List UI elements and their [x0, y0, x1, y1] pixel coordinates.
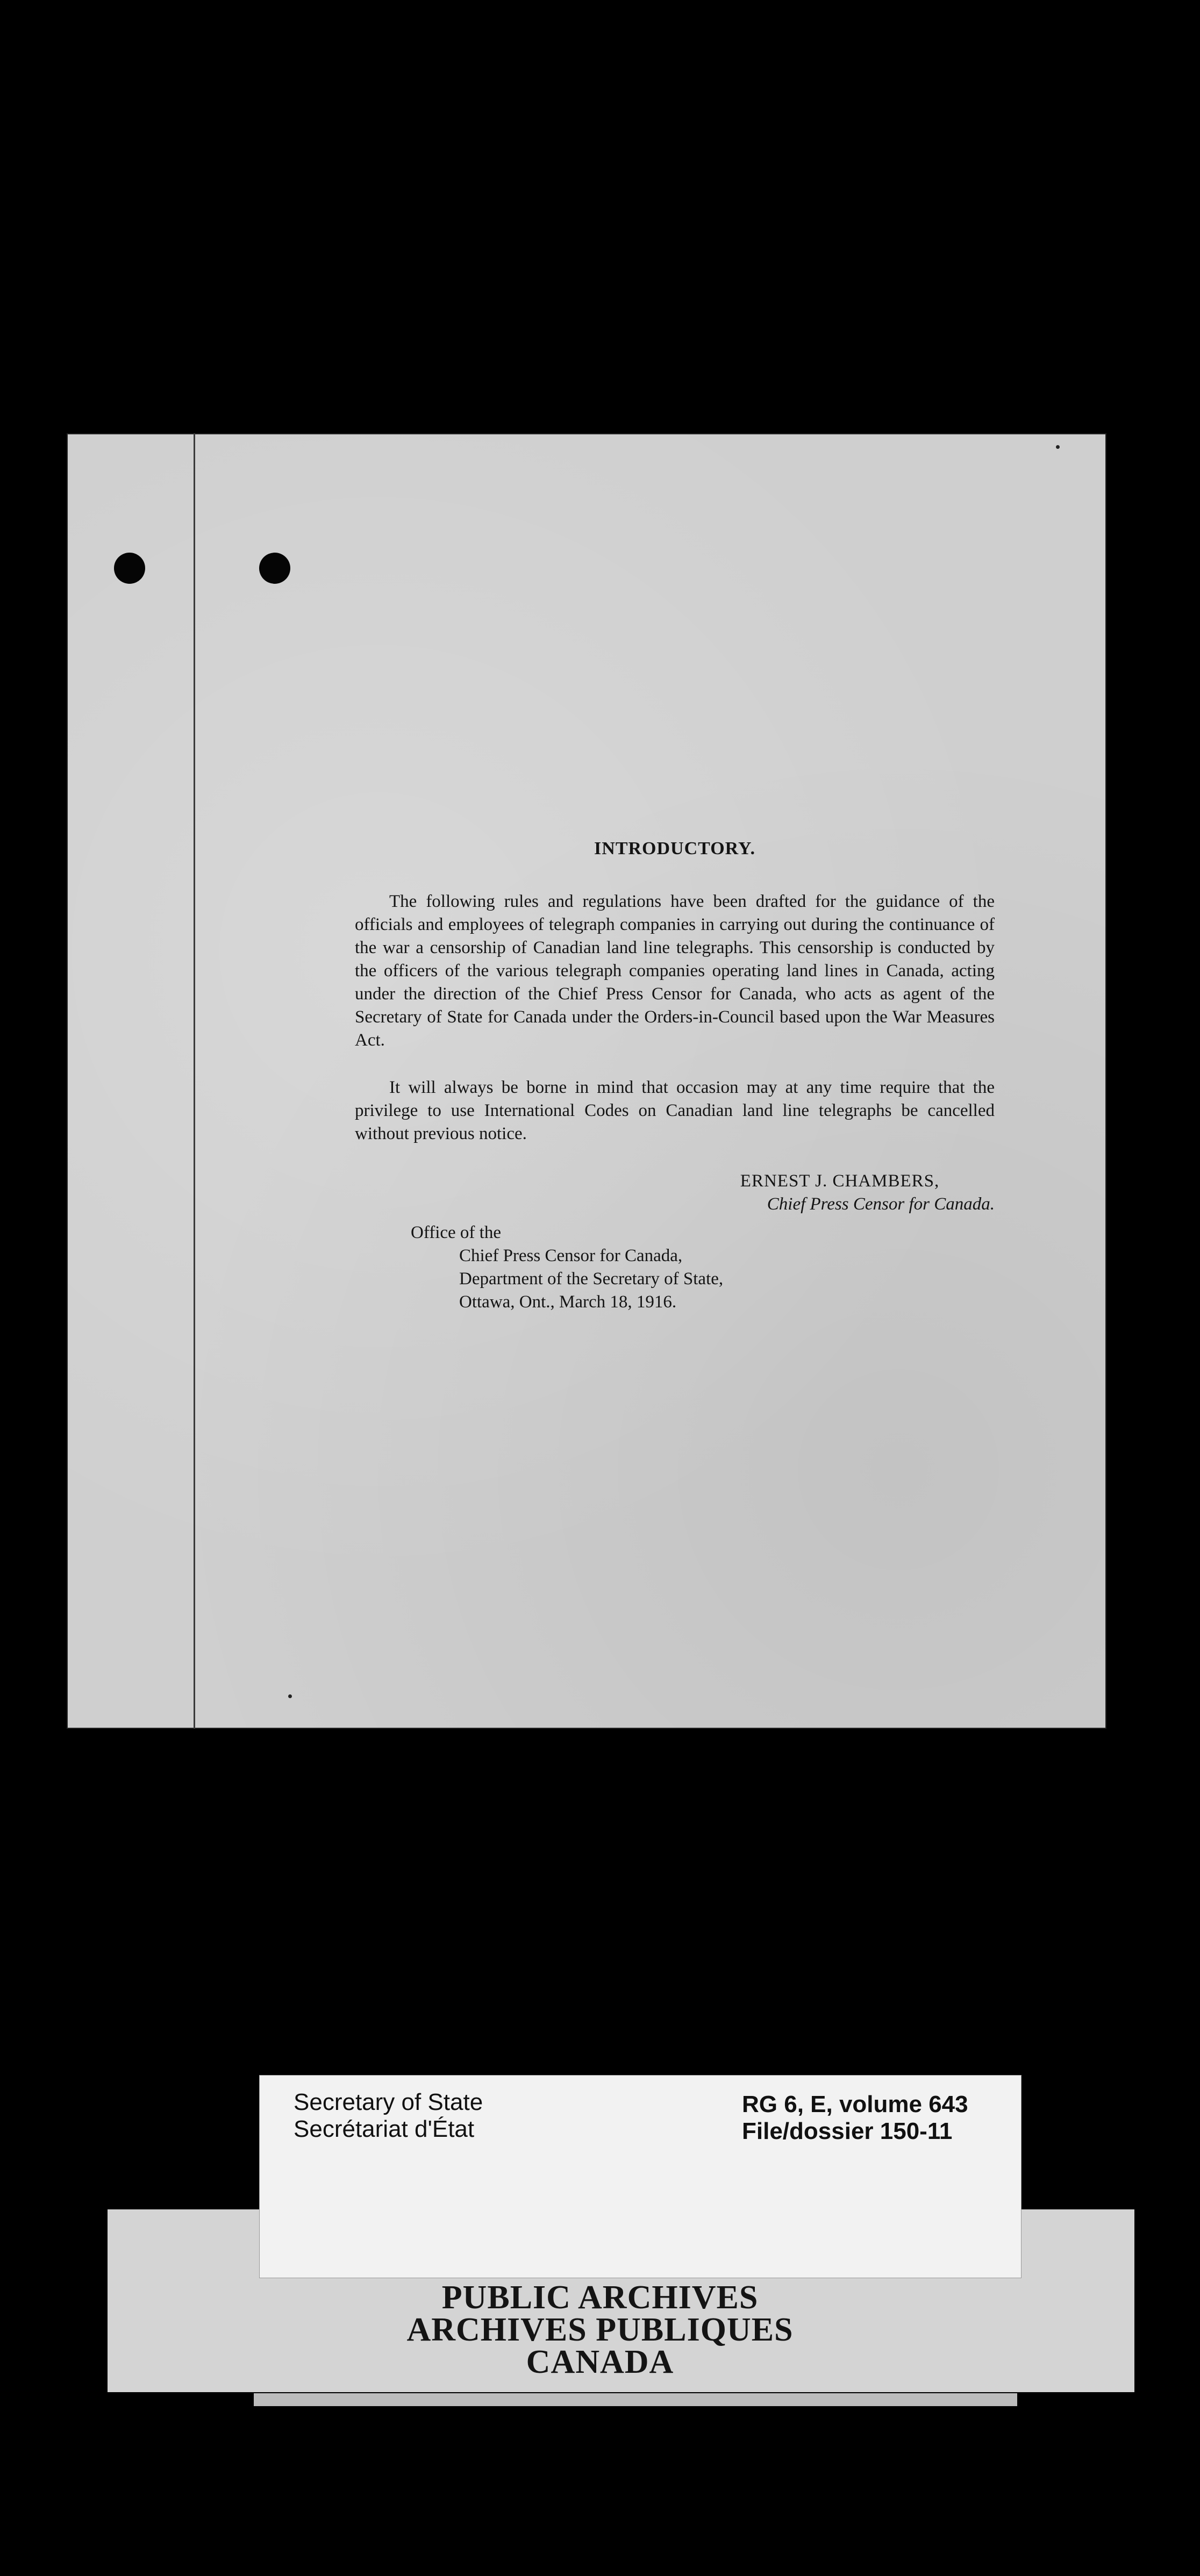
archive-stamp-text	[0, 2281, 1200, 2378]
archive-reference-label	[259, 2075, 1022, 2278]
file-dossier-number: File/dossier 150-11	[742, 2118, 953, 2144]
document-page	[67, 433, 1106, 1729]
office-line-4: Ottawa, Ont., March 18, 1916.	[459, 1292, 677, 1312]
punch-hole-left	[114, 553, 145, 584]
label-reference	[742, 2091, 968, 2145]
speck-mark	[288, 1694, 292, 1698]
signature-title: Chief Press Censor for Canada.	[767, 1194, 995, 1214]
speck-mark	[1056, 445, 1060, 449]
signature-block	[740, 1170, 995, 1216]
office-line-3: Department of the Secretary of State,	[459, 1269, 724, 1289]
punch-hole-right	[259, 553, 290, 584]
document-heading: INTRODUCTORY.	[594, 839, 755, 858]
stamp-line-3: CANADA	[526, 2344, 674, 2380]
department-english: Secretary of State	[294, 2089, 483, 2115]
label-department	[294, 2089, 483, 2143]
paragraph-1: The following rules and regulations have been drafted for the guidance of the officials and employees of telegraph companies in carrying out during the continuance of the war a censorship of Canadian land line telegraphs. This censorship is conducted by the officers of the various telegraph companies operating land lines in Canada, acting under the direction of the Chief Press Censor for Canada, who acts as agent of the Secretary of State for Canada under the Orders-in-Council based upon the War Measures Act.	[355, 892, 995, 1050]
office-address	[411, 1221, 723, 1314]
archive-stamp-base	[254, 2393, 1017, 2406]
page-fold-line	[194, 433, 195, 1729]
department-french: Secrétariat d'État	[294, 2116, 475, 2142]
paragraph-2: It will always be borne in mind that occasion may at any time require that the privilege to use International Codes on Canadian land line telegraphs be cancelled without previous notice.	[355, 1078, 995, 1143]
office-line-1: Office of the	[411, 1223, 501, 1242]
stamp-line-2: ARCHIVES PUBLIQUES	[406, 2312, 794, 2348]
signature-name: ERNEST J. CHAMBERS,	[740, 1171, 940, 1191]
stamp-line-1: PUBLIC ARCHIVES	[441, 2279, 759, 2316]
record-group-reference: RG 6, E, volume 643	[742, 2091, 968, 2117]
office-line-2: Chief Press Censor for Canada,	[459, 1246, 683, 1265]
